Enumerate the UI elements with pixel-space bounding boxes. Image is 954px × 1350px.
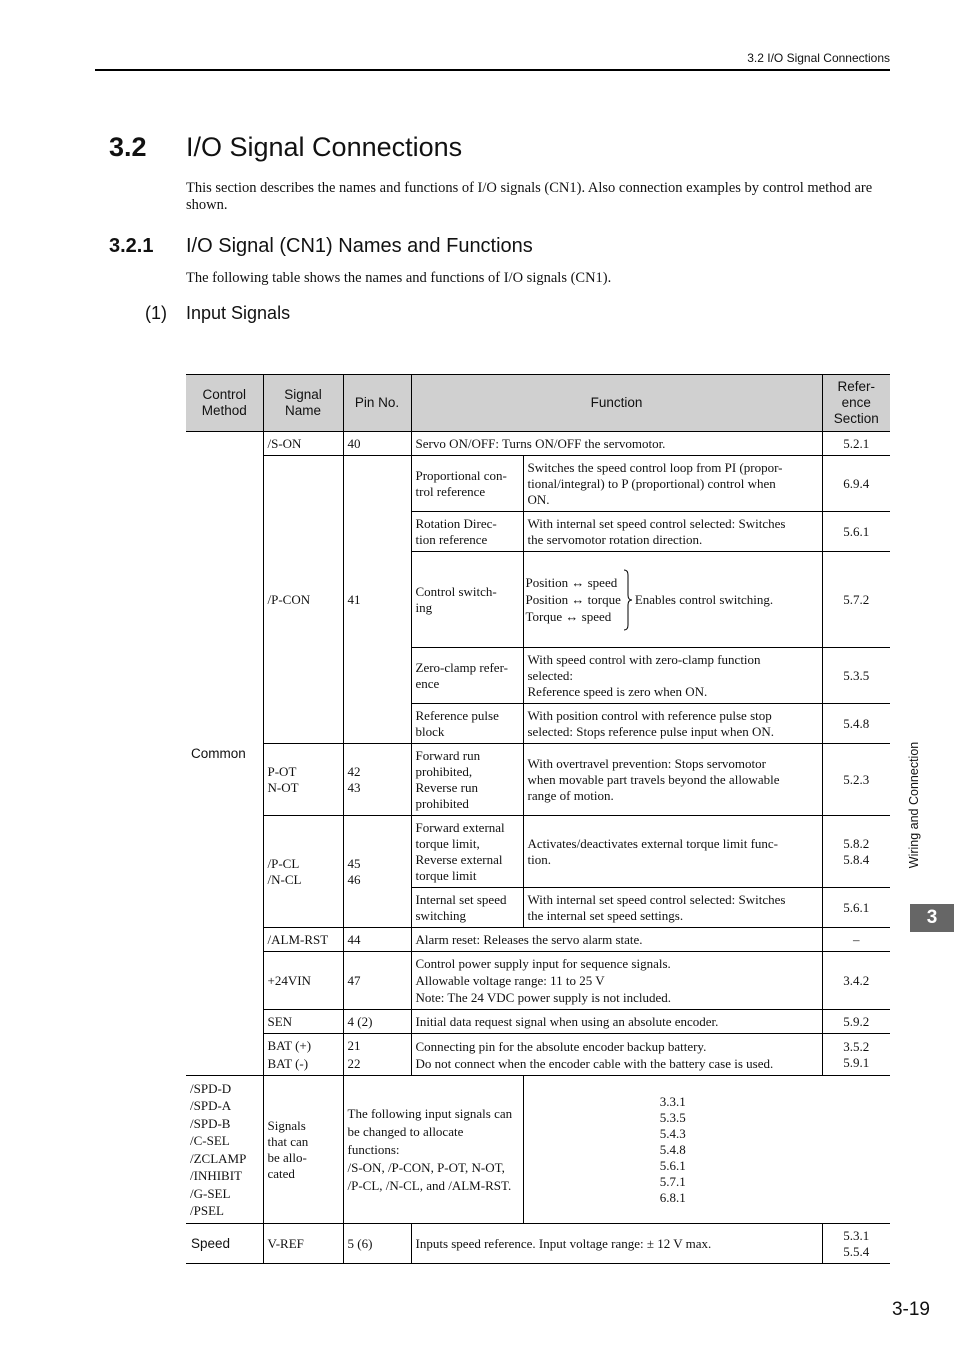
side-chapter-label-text: Wiring and Connection: [906, 741, 921, 869]
curly-brace-icon: [623, 569, 633, 631]
table-row: [186, 1076, 890, 1224]
table-row: [186, 456, 890, 512]
function-desc: Alarm reset: Releases the servo alarm state.: [411, 928, 822, 952]
reference-section: 5.2.1: [822, 432, 890, 456]
header-function: Function: [411, 375, 822, 432]
subsubsection-number: (1): [145, 303, 167, 323]
pin-number: 41: [343, 456, 411, 744]
table-row: [186, 952, 890, 1010]
reference-section: 3.5.2 5.9.1: [822, 1034, 890, 1076]
pin-number: 47: [343, 952, 411, 1010]
function-desc: With position control with reference pulse stop selected: Stops reference pulse input when ON.: [523, 704, 822, 744]
control-switching-block: [526, 569, 818, 631]
table-row: [186, 432, 890, 456]
function-label: Forward external torque limit, Reverse external torque limit: [411, 816, 523, 888]
function-desc: Initial data request signal when using an absolute encoder.: [411, 1010, 822, 1034]
control-method-common: Common: [186, 432, 263, 1076]
switching-mode: Position ↔ torque: [525, 591, 621, 607]
function-desc: [523, 552, 822, 648]
function-desc: Control power supply input for sequence signals. Allowable voltage range: 11 to 25 V Note: The 24 VDC power supply is not included.: [411, 952, 822, 1010]
reference-section: 5.6.1: [822, 888, 890, 928]
function-label: Proportional con- trol reference: [411, 456, 523, 512]
table-row: [186, 816, 890, 888]
header-rule: [95, 69, 890, 71]
subsection-description: The following table shows the names and functions of I/O signals (CN1).: [186, 270, 612, 286]
table-header-row: [186, 375, 890, 432]
reference-section: 6.9.4: [822, 456, 890, 512]
page-number: 3-19: [891, 1299, 930, 1320]
input-signals-table: [186, 374, 890, 1264]
table-row: [186, 1010, 890, 1034]
signal-name: +24VIN: [263, 952, 343, 1010]
reference-section: 5.9.2: [822, 1010, 890, 1034]
function-label: Rotation Direc- tion reference: [411, 512, 523, 552]
table-row: [186, 1224, 890, 1264]
pin-number: 44: [343, 928, 411, 952]
pin-number: 42 43: [343, 744, 411, 816]
switching-description: Enables control switching.: [634, 591, 774, 607]
switching-mode: Torque ↔ speed: [525, 608, 612, 624]
function-desc: Servo ON/OFF: Turns ON/OFF the servomotor.: [411, 432, 822, 456]
table-row: [186, 744, 890, 816]
section-title: I/O Signal Connections: [186, 132, 463, 162]
signal-name: /S-ON: [263, 432, 343, 456]
switching-mode: Position ↔ speed: [525, 574, 618, 590]
function-desc: With internal set speed control selected: Switches the internal set speed settings.: [523, 888, 822, 928]
signal-name: BAT (+) BAT (-): [263, 1034, 343, 1076]
header-control-method: Control Method: [186, 375, 263, 432]
signal-name: SEN: [263, 1010, 343, 1034]
function-label: Control switch- ing: [411, 552, 523, 648]
section-number: 3.2: [109, 132, 147, 162]
subsubsection-title: Input Signals: [186, 303, 291, 323]
function-desc: Connecting pin for the absolute encoder backup battery. Do not connect when the encoder cable with the battery case is used.: [411, 1034, 822, 1076]
switching-modes-list: [526, 575, 621, 625]
reference-section: 5.8.2 5.8.4: [822, 816, 890, 888]
reference-section: 5.4.8: [822, 704, 890, 744]
function-desc: Inputs speed reference. Input voltage range: ± 12 V max.: [411, 1224, 822, 1264]
reference-section: 3.3.1 5.3.5 5.4.3 5.4.8 5.6.1 5.7.1 6.8.1: [523, 1076, 822, 1224]
function-desc: The following input signals can be changed to allocate functions: /S-ON, /P-CON, P-OT, N-OT, /P-CL, /N-CL, and /ALM-RST.: [343, 1076, 523, 1224]
pin-number: 4 (2): [343, 1010, 411, 1034]
subsection-title: I/O Signal (CN1) Names and Functions: [186, 235, 533, 257]
reference-section: 5.2.3: [822, 744, 890, 816]
side-chapter-label: [906, 732, 921, 878]
control-method-speed: Speed: [186, 1224, 263, 1264]
table-row: [186, 1034, 890, 1076]
function-desc: Switches the speed control loop from PI (propor- tional/integral) to P (proportional) control when ON.: [523, 456, 822, 512]
section-intro: This section describes the names and functions of I/O signals (CN1). Also connection examples by control method are shown.: [186, 180, 873, 213]
signal-name: /P-CL /N-CL: [263, 816, 343, 928]
function-desc: With speed control with zero-clamp function selected: Reference speed is zero when ON.: [523, 648, 822, 704]
pin-number: 5 (6): [343, 1224, 411, 1264]
function-desc: With internal set speed control selected: Switches the servomotor rotation direction.: [523, 512, 822, 552]
chapter-tab: 3: [910, 904, 954, 932]
reference-section: 3.4.2: [822, 952, 890, 1010]
signal-name: /P-CON: [263, 456, 343, 744]
function-label: Internal set speed switching: [411, 888, 523, 928]
function-desc: With overtravel prevention: Stops servomotor when movable part travels beyond the allowable range of motion.: [523, 744, 822, 816]
header-signal-name: Signal Name: [263, 375, 343, 432]
signal-name: V-REF: [263, 1224, 343, 1264]
header-pin-no: Pin No.: [343, 375, 411, 432]
signal-name: /ALM-RST: [263, 928, 343, 952]
signal-name: /SPD-D /SPD-A /SPD-B /C-SEL /ZCLAMP /INHIBIT /G-SEL /PSEL: [186, 1076, 263, 1224]
running-head: 3.2 I/O Signal Connections: [747, 51, 890, 65]
function-label: Zero-clamp refer- ence: [411, 648, 523, 704]
reference-section: –: [822, 928, 890, 952]
signal-name: P-OT N-OT: [263, 744, 343, 816]
pin-number: 21 22: [343, 1034, 411, 1076]
pin-number: 45 46: [343, 816, 411, 928]
reference-section: 5.3.1 5.5.4: [822, 1224, 890, 1264]
function-desc: Activates/deactivates external torque limit func- tion.: [523, 816, 822, 888]
header-reference-section: Refer- ence Section: [822, 375, 890, 432]
reference-section: 5.6.1: [822, 512, 890, 552]
reference-section: 5.7.2: [822, 552, 890, 648]
table-row: [186, 928, 890, 952]
reference-section: 5.3.5: [822, 648, 890, 704]
pin-number: 40: [343, 432, 411, 456]
pin-number: Signals that can be allo- cated: [263, 1076, 343, 1224]
function-label: Reference pulse block: [411, 704, 523, 744]
subsection-number: 3.2.1: [109, 235, 154, 257]
function-label: Forward run prohibited, Reverse run prohibited: [411, 744, 523, 816]
